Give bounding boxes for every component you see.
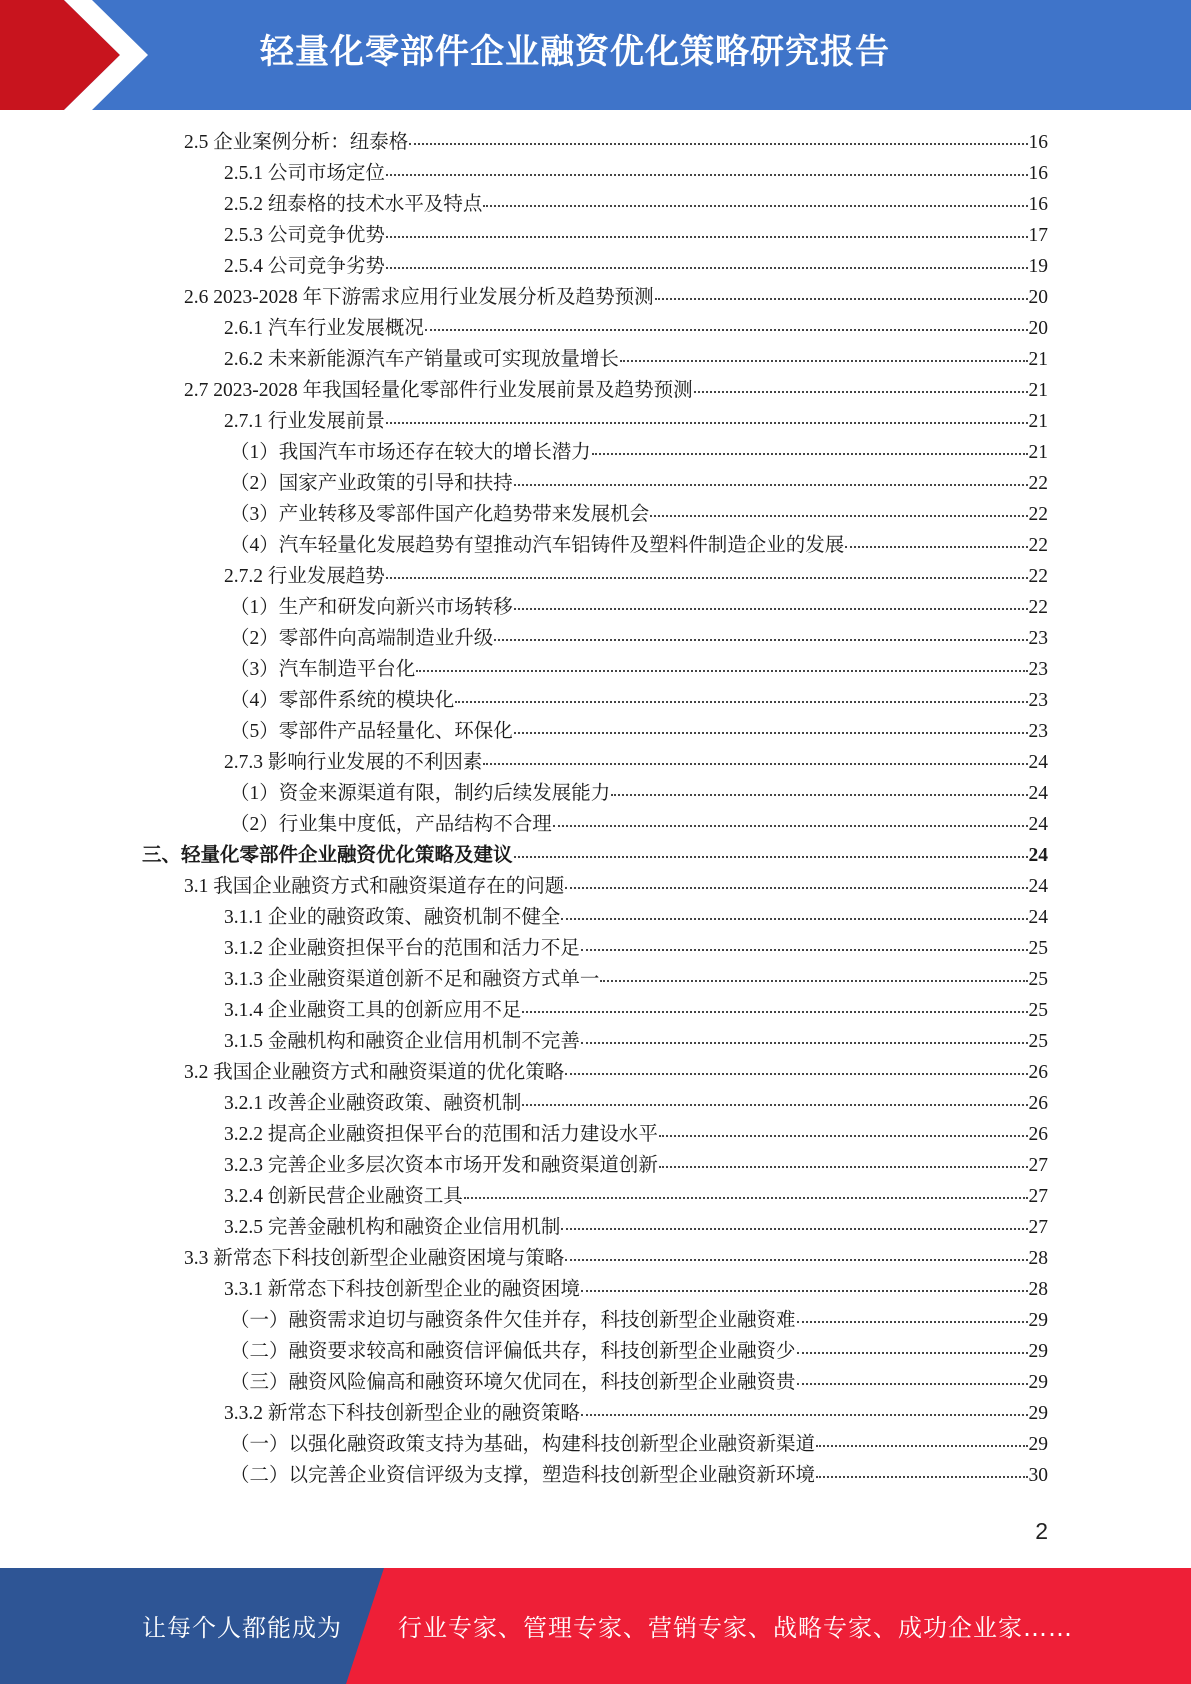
toc-leader-dots (514, 855, 1028, 858)
toc-entry[interactable] (230, 716, 1048, 747)
footer-slogan-right: 行业专家、管理专家、营销专家、战略专家、成功企业家…… (398, 1614, 1073, 1642)
toc-entry-label: 3.1.5 金融机构和融资企业信用机制不完善 (224, 1031, 580, 1052)
report-title: 轻量化零部件企业融资优化策略研究报告 (260, 32, 890, 72)
toc-leader-dots (565, 1258, 1027, 1261)
toc-leader-dots (386, 576, 1028, 579)
toc-entry-label: （一）以强化融资政策支持为基础，构建科技创新型企业融资新渠道 (230, 1434, 816, 1455)
toc-page-number: 20 (1028, 318, 1048, 339)
toc-entry[interactable] (230, 592, 1048, 623)
toc-leader-dots (416, 669, 1027, 672)
toc-leader-dots (455, 700, 1027, 703)
toc-entry-label: （3）汽车制造平台化 (230, 659, 416, 680)
toc-entry[interactable] (224, 1088, 1048, 1119)
toc-entry-label: 2.5.4 公司竞争劣势 (224, 256, 385, 277)
toc-page-number: 30 (1028, 1465, 1048, 1486)
toc-page-number: 26 (1028, 1062, 1048, 1083)
toc-leader-dots (561, 1227, 1027, 1230)
toc-leader-dots (581, 1041, 1028, 1044)
footer-slogan-left: 让每个人都能成为 (142, 1614, 342, 1642)
toc-entry[interactable] (224, 747, 1048, 778)
toc-leader-dots (386, 421, 1028, 424)
toc-entry-label: 2.5.1 公司市场定位 (224, 163, 385, 184)
toc-leader-dots (483, 204, 1027, 207)
toc-entry-label: 3.2.5 完善金融机构和融资企业信用机制 (224, 1217, 561, 1238)
toc-entry-label: 3.3.2 新常态下科技创新型企业的融资策略 (224, 1403, 580, 1424)
toc-leader-dots (565, 886, 1027, 889)
toc-entry-label: 2.6.1 汽车行业发展概况 (224, 318, 424, 339)
toc-page-number: 23 (1028, 690, 1048, 711)
toc-entry-label: 2.7 2023-2028 年我国轻量化零部件行业发展前景及趋势预测 (184, 380, 693, 401)
toc-page-number: 21 (1028, 380, 1048, 401)
toc-entry[interactable] (230, 685, 1048, 716)
toc-entry[interactable] (184, 375, 1048, 406)
toc-entry[interactable] (184, 871, 1048, 902)
toc-page-number: 26 (1028, 1093, 1048, 1114)
toc-entry-label: 3.1.4 企业融资工具的创新应用不足 (224, 1000, 522, 1021)
toc-chapter-entry[interactable] (142, 840, 1048, 871)
toc-leader-dots (655, 297, 1028, 300)
toc-entry-label: 2.7.2 行业发展趋势 (224, 566, 385, 587)
toc-page-number: 21 (1028, 349, 1048, 370)
toc-entry-label: （1）资金来源渠道有限，制约后续发展能力 (230, 783, 611, 804)
toc-leader-dots (514, 731, 1028, 734)
toc-page-number: 23 (1028, 721, 1048, 742)
toc-leader-dots (386, 173, 1028, 176)
toc-entry-label: 2.6 2023-2028 年下游需求应用行业发展分析及趋势预测 (184, 287, 654, 308)
toc-entry-label: 2.7.3 影响行业发展的不利因素 (224, 752, 483, 773)
toc-leader-dots (620, 359, 1028, 362)
toc-entry-label: （4）汽车轻量化发展趋势有望推动汽车铝铸件及塑料件制造企业的发展 (230, 535, 845, 556)
toc-entry-label: （二）融资要求较高和融资信评偏低共存，科技创新型企业融资少 (230, 1341, 796, 1362)
toc-page-number: 29 (1028, 1434, 1048, 1455)
toc-entry-label: 3.2.1 改善企业融资政策、融资机制 (224, 1093, 522, 1114)
toc-entry[interactable] (230, 1367, 1048, 1398)
toc-entry[interactable] (224, 344, 1048, 375)
toc-page-number: 27 (1028, 1217, 1048, 1238)
toc-entry-label: 2.5 企业案例分析：纽泰格 (184, 132, 409, 153)
toc-entry-label: （1）生产和研发向新兴市场转移 (230, 597, 513, 618)
toc-entry[interactable] (224, 406, 1048, 437)
toc-leader-dots (464, 1196, 1028, 1199)
toc-page-number: 23 (1028, 659, 1048, 680)
toc-entry-label: （2）国家产业政策的引导和扶持 (230, 473, 513, 494)
toc-page-number: 24 (1028, 845, 1048, 866)
toc-page-number: 29 (1028, 1403, 1048, 1424)
toc-entry-label: 3.1.2 企业融资担保平台的范围和活力不足 (224, 938, 580, 959)
toc-leader-dots (694, 390, 1028, 393)
toc-page-number: 25 (1028, 1000, 1048, 1021)
toc-entry[interactable] (224, 1274, 1048, 1305)
toc-entry-label: 三、轻量化零部件企业融资优化策略及建议 (142, 845, 513, 866)
toc-page-number: 21 (1028, 442, 1048, 463)
toc-leader-dots (514, 607, 1028, 610)
toc-entry[interactable] (230, 530, 1048, 561)
header-arrow-graphic (0, 0, 160, 110)
page-header (0, 0, 1191, 110)
toc-leader-dots (797, 1351, 1028, 1354)
toc-entry-label: 3.1 我国企业融资方式和融资渠道存在的问题 (184, 876, 565, 897)
toc-entry[interactable] (224, 1181, 1048, 1212)
toc-entry-label: （4）零部件系统的模块化 (230, 690, 455, 711)
toc-page-number: 22 (1028, 535, 1048, 556)
toc-entry[interactable] (184, 127, 1048, 158)
toc-leader-dots (409, 142, 1027, 145)
toc-leader-dots (600, 979, 1027, 982)
toc-leader-dots (425, 328, 1028, 331)
toc-entry-label: 3.1.3 企业融资渠道创新不足和融资方式单一 (224, 969, 600, 990)
toc-leader-dots (797, 1320, 1028, 1323)
toc-leader-dots (561, 917, 1027, 920)
toc-entry[interactable] (230, 1305, 1048, 1336)
toc-entry[interactable] (230, 1429, 1048, 1460)
toc-entry[interactable] (230, 1336, 1048, 1367)
toc-leader-dots (816, 1475, 1027, 1478)
page-footer (0, 1568, 1191, 1684)
toc-page-number: 22 (1028, 566, 1048, 587)
toc-entry-label: （一）融资需求迫切与融资条件欠佳并存，科技创新型企业融资难 (230, 1310, 796, 1331)
toc-entry-label: 3.2.4 创新民营企业融资工具 (224, 1186, 463, 1207)
toc-entry-label: 3.1.1 企业的融资政策、融资机制不健全 (224, 907, 561, 928)
toc-entry[interactable] (224, 902, 1048, 933)
toc-entry[interactable] (224, 313, 1048, 344)
toc-entry[interactable] (230, 468, 1048, 499)
toc-entry-label: 2.6.2 未来新能源汽车产销量或可实现放量增长 (224, 349, 619, 370)
toc-page-number: 24 (1028, 783, 1048, 804)
toc-leader-dots (659, 1134, 1028, 1137)
toc-entry[interactable] (224, 1212, 1048, 1243)
toc-entry-label: 2.5.3 公司竞争优势 (224, 225, 385, 246)
toc-page-number: 24 (1028, 876, 1048, 897)
toc-page-number: 16 (1028, 194, 1048, 215)
toc-page-number: 29 (1028, 1341, 1048, 1362)
toc-entry[interactable] (230, 623, 1048, 654)
toc-entry[interactable] (184, 282, 1048, 313)
toc-page-number: 29 (1028, 1372, 1048, 1393)
toc-entry[interactable] (224, 1119, 1048, 1150)
page-number: 2 (1035, 1518, 1048, 1544)
toc-entry-label: 2.7.1 行业发展前景 (224, 411, 385, 432)
toc-page-number: 16 (1028, 163, 1048, 184)
toc-page-number: 25 (1028, 969, 1048, 990)
toc-entry[interactable] (224, 1026, 1048, 1057)
toc-page-number: 22 (1028, 473, 1048, 494)
toc-entry[interactable] (230, 437, 1048, 468)
toc-leader-dots (581, 1289, 1028, 1292)
toc-page-number: 26 (1028, 1124, 1048, 1145)
toc-entry[interactable] (224, 1398, 1048, 1429)
toc-entry-label: 3.3 新常态下科技创新型企业融资困境与策略 (184, 1248, 565, 1269)
toc-page-number: 19 (1028, 256, 1048, 277)
toc-entry[interactable] (184, 1243, 1048, 1274)
toc-entry-label: （1）我国汽车市场还存在较大的增长潜力 (230, 442, 591, 463)
toc-entry[interactable] (230, 1460, 1048, 1491)
toc-page-number: 21 (1028, 411, 1048, 432)
toc-entry[interactable] (224, 1150, 1048, 1181)
toc-entry[interactable] (230, 778, 1048, 809)
toc-page-number: 28 (1028, 1248, 1048, 1269)
toc-leader-dots (845, 545, 1027, 548)
toc-entry-label: （2）零部件向高端制造业升级 (230, 628, 494, 649)
toc-entry-label: 3.2 我国企业融资方式和融资渠道的优化策略 (184, 1062, 565, 1083)
toc-leader-dots (514, 483, 1028, 486)
toc-leader-dots (592, 452, 1028, 455)
toc-entry[interactable] (224, 189, 1048, 220)
toc-entry[interactable] (224, 220, 1048, 251)
toc-leader-dots (483, 762, 1027, 765)
toc-page-number: 25 (1028, 938, 1048, 959)
toc-page-number: 27 (1028, 1155, 1048, 1176)
toc-leader-dots (659, 1165, 1028, 1168)
toc-entry-label: （2）行业集中度低，产品结构不合理 (230, 814, 552, 835)
toc-entry[interactable] (224, 561, 1048, 592)
toc-leader-dots (816, 1444, 1027, 1447)
toc-entry[interactable] (224, 933, 1048, 964)
toc-entry-label: （三）融资风险偏高和融资环境欠优同在，科技创新型企业融资贵 (230, 1372, 796, 1393)
toc-leader-dots (581, 948, 1028, 951)
toc-leader-dots (522, 1103, 1027, 1106)
toc-entry-label: 3.3.1 新常态下科技创新型企业的融资困境 (224, 1279, 580, 1300)
toc-entry[interactable] (224, 158, 1048, 189)
toc-entry[interactable] (230, 809, 1048, 840)
toc-leader-dots (386, 235, 1028, 238)
toc-entry[interactable] (230, 499, 1048, 530)
toc-page-number: 22 (1028, 597, 1048, 618)
toc-page-number: 20 (1028, 287, 1048, 308)
toc-entry[interactable] (224, 964, 1048, 995)
toc-page-number: 28 (1028, 1279, 1048, 1300)
toc-entry[interactable] (224, 995, 1048, 1026)
toc-page-number: 29 (1028, 1310, 1048, 1331)
toc-page-number: 17 (1028, 225, 1048, 246)
toc-page-number: 22 (1028, 504, 1048, 525)
toc-entry[interactable] (230, 654, 1048, 685)
toc-page-number: 24 (1028, 752, 1048, 773)
toc-leader-dots (611, 793, 1027, 796)
toc-leader-dots (797, 1382, 1028, 1385)
toc-page-number: 24 (1028, 814, 1048, 835)
toc-leader-dots (553, 824, 1028, 827)
toc-page-number: 16 (1028, 132, 1048, 153)
toc-leader-dots (565, 1072, 1027, 1075)
toc-page-number: 23 (1028, 628, 1048, 649)
toc-page-number: 27 (1028, 1186, 1048, 1207)
toc-entry-label: 2.5.2 纽泰格的技术水平及特点 (224, 194, 483, 215)
toc-entry-label: 3.2.2 提高企业融资担保平台的范围和活力建设水平 (224, 1124, 658, 1145)
toc-entry-label: （二）以完善企业资信评级为支撑，塑造科技创新型企业融资新环境 (230, 1465, 816, 1486)
toc-leader-dots (386, 266, 1028, 269)
toc-leader-dots (581, 1413, 1028, 1416)
toc-page-number: 25 (1028, 1031, 1048, 1052)
toc-entry-label: 3.2.3 完善企业多层次资本市场开发和融资渠道创新 (224, 1155, 658, 1176)
toc-entry-label: （3）产业转移及零部件国产化趋势带来发展机会 (230, 504, 650, 525)
toc-page-number: 24 (1028, 907, 1048, 928)
toc-entry-label: （5）零部件产品轻量化、环保化 (230, 721, 513, 742)
toc-entry[interactable] (184, 1057, 1048, 1088)
toc-leader-dots (650, 514, 1027, 517)
toc-entry[interactable] (224, 251, 1048, 282)
toc-leader-dots (494, 638, 1027, 641)
toc-leader-dots (522, 1010, 1027, 1013)
